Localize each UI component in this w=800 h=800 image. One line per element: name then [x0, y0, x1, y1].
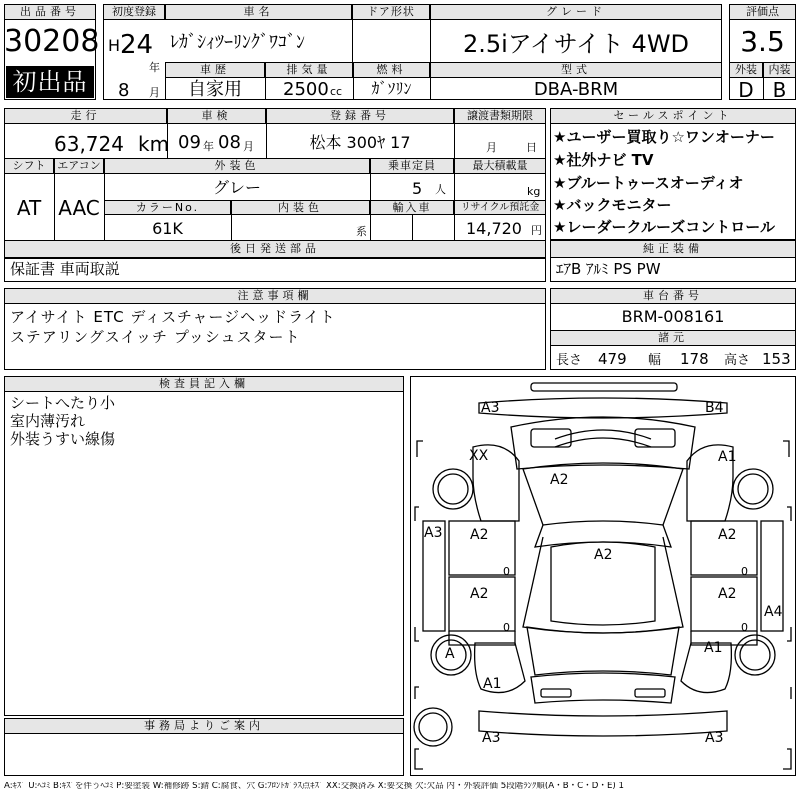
mark-rear-right-fender: A1: [704, 640, 723, 656]
notes-line-1: アイサイト ETC ディスチャージヘッドライト: [10, 308, 336, 326]
recycle-label: リサイクル預託金: [454, 200, 546, 215]
recycle-unit: 円: [531, 224, 542, 237]
notes-label: 注意事項欄: [4, 288, 546, 304]
office-label: 事務局よりご案内: [4, 718, 404, 734]
inspector-line: 外装うすい線傷: [10, 430, 116, 448]
sales-item: ★レーダークルーズコントロール: [553, 218, 775, 236]
divider: [352, 20, 353, 62]
mark-right-rear: A4: [764, 604, 783, 620]
mark-front-right-fender: A1: [718, 449, 737, 465]
insp-month-unit: 月: [243, 140, 254, 153]
legend: A:ｷｽﾞ U:ﾍｺﾐ B:ｷｽﾞを伴うﾍｺﾐ P:要塗装 W:補修跡 S:錆 C:腐食、穴 G:ﾌﾛﾝﾄｶﾞﾗｽ点ｷｽﾞ XX:交換済み X:要交換 欠:欠品 内・外装評価 5段階ﾗﾝｸ順(A・B・C・D・E) 1: [4, 782, 624, 791]
later-parts-label: 後日発送部品: [4, 240, 546, 258]
ac-label: エアコン: [54, 158, 104, 174]
mark-trunk-left: A1: [483, 676, 502, 692]
model-value: DBA-BRM: [533, 79, 619, 100]
mark-front-left-corner: A3: [481, 400, 500, 416]
standard-equipment-label: 純正装備: [550, 240, 796, 258]
transfer-label: 譲渡書類期限: [454, 108, 546, 124]
width-value: 178: [680, 350, 709, 368]
first-listing-badge: 初出品: [6, 66, 94, 98]
specs-label: 諸元: [550, 330, 796, 346]
insp-year: 09: [178, 132, 201, 153]
mark-left-front-door: A3: [424, 525, 443, 541]
int-color-unit: 系: [356, 225, 367, 238]
mark-roof: A2: [594, 547, 613, 563]
transfer-month-unit: 月: [486, 141, 497, 154]
length-value: 479: [598, 350, 627, 368]
max-load-unit: kg: [527, 185, 541, 198]
divider: [370, 174, 371, 200]
sales-item: ★ユーザー買取り☆ワンオーナー: [553, 128, 775, 146]
transfer-day-unit: 日: [526, 141, 537, 154]
chassis-label: 車台番号: [550, 288, 796, 304]
int-color-label: 内装色: [231, 200, 370, 215]
sales-label: セールスポイント: [550, 108, 796, 124]
interior-label: 内装: [763, 62, 796, 78]
chassis-value: BRM-008161: [621, 307, 725, 326]
lot-label: 出品番号: [4, 4, 96, 20]
history-label: 車歴: [165, 62, 265, 78]
color-no-label: カラーNo.: [104, 200, 231, 215]
mark-right-door-2: A2: [718, 586, 737, 602]
height-value: 153: [762, 350, 791, 368]
svg-text:0: 0: [503, 565, 510, 578]
score-value: 3.5: [740, 25, 785, 58]
svg-text:0: 0: [503, 621, 510, 634]
reg-year: 24: [120, 30, 154, 60]
svg-text:0: 0: [741, 621, 748, 634]
reg-month: 8: [118, 80, 130, 101]
displacement-label: 排気量: [265, 62, 353, 78]
height-label: 高さ: [724, 353, 751, 368]
interior-grade: B: [772, 78, 787, 102]
import-label: 輸入車: [370, 200, 454, 215]
insp-year-unit: 年: [203, 140, 214, 153]
mark-left-door-2: A2: [470, 586, 489, 602]
capacity-label: 乗車定員: [370, 158, 454, 174]
car-diagram-svg: [411, 377, 795, 775]
divider: [265, 62, 266, 100]
max-load-label: 最大積載量: [454, 158, 546, 174]
sales-item: ★ブルートゥースオーディオ: [553, 174, 744, 192]
reg-month-unit: 月: [149, 86, 160, 99]
car-diagram: [410, 376, 796, 776]
recycle-value: 14,720: [466, 219, 522, 238]
mileage-label: 走行: [4, 108, 167, 124]
fuel-value: ｶﾞｿﾘﾝ: [371, 79, 412, 98]
shift-value: AT: [16, 196, 42, 220]
fuel-label: 燃料: [353, 62, 430, 78]
capacity-value: 5: [412, 179, 423, 198]
divider: [454, 215, 455, 240]
mark-front-right-corner: B4: [705, 400, 724, 416]
sales-item: ★社外ナビ TV: [553, 151, 654, 169]
inspector-label: 検査員記入欄: [4, 376, 404, 392]
history-value: 自家用: [188, 79, 242, 100]
reg-era: H: [108, 36, 121, 55]
color-value: グレー: [212, 178, 261, 197]
exterior-grade: D: [738, 78, 754, 102]
mark-rear-left-wheel: A: [445, 646, 455, 662]
door-label: ドア形状: [352, 4, 430, 20]
length-label: 長さ: [556, 353, 583, 368]
plate-label: 登録番号: [266, 108, 454, 124]
divider: [412, 215, 413, 240]
plate-value: 松本 300ﾔ 17: [309, 133, 411, 152]
mark-rear-bumper-left: A3: [482, 730, 501, 746]
notes-line-2: ステアリングスイッチ プッシュスタート: [10, 328, 301, 346]
model-label: 型式: [430, 62, 722, 78]
mileage-unit: km: [138, 132, 170, 156]
later-parts-value: 保証書 車両取説: [10, 260, 120, 278]
divider: [167, 124, 168, 158]
mark-hood-left: XX: [469, 448, 489, 464]
inspector-line: 室内薄汚れ: [10, 412, 86, 430]
car-name: ﾚｶﾞｼｨﾂｰﾘﾝｸﾞﾜｺﾞﾝ: [170, 32, 305, 53]
mark-hood-center: A2: [550, 472, 569, 488]
divider: [454, 174, 455, 200]
insp-month: 08: [218, 132, 241, 153]
reg-year-unit: 年: [149, 61, 160, 74]
mark-rear-bumper-right: A3: [705, 730, 724, 746]
mark-right-door-1: A2: [718, 527, 737, 543]
divider: [231, 215, 232, 240]
name-label: 車名: [165, 4, 352, 20]
capacity-unit: 人: [435, 183, 446, 196]
color-no-value: 61K: [152, 219, 183, 238]
grade-value: 2.5iアイサイト 4WD: [462, 30, 690, 58]
inspection-label: 車検: [167, 108, 266, 124]
width-label: 幅: [648, 353, 662, 368]
inspector-line: シートへたり小: [10, 394, 116, 412]
color-label: 外装色: [104, 158, 370, 174]
mileage-value: 63,724: [54, 132, 124, 156]
displacement-value: 2500: [283, 79, 329, 100]
grade-label: グレード: [430, 4, 722, 20]
standard-equipment-value: ｴｱB ｱﾙﾐ PS PW: [556, 260, 661, 278]
exterior-label: 外装: [729, 62, 763, 78]
svg-text:0: 0: [741, 565, 748, 578]
score-label: 評価点: [729, 4, 796, 20]
shift-label: シフト: [4, 158, 54, 174]
cc-unit: cc: [330, 85, 343, 98]
divider: [454, 124, 455, 158]
lot-number: 30208: [4, 24, 100, 59]
divider: [370, 215, 371, 240]
ac-value: AAC: [58, 196, 100, 220]
reg-label: 初度登録: [103, 4, 165, 20]
sales-item: ★バックモニター: [553, 196, 672, 214]
mark-left-door-1: A2: [470, 527, 489, 543]
